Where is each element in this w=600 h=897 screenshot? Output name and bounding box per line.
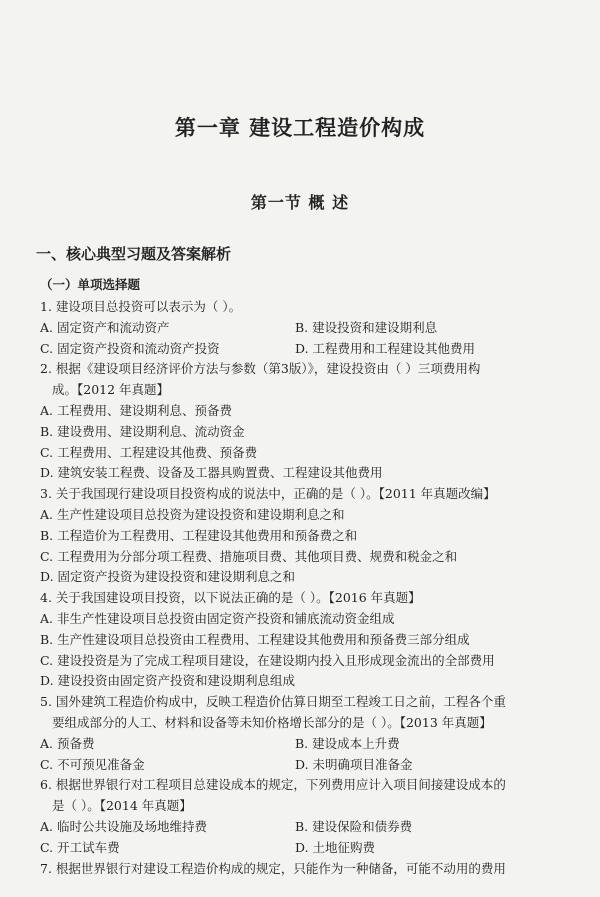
question-1-option-b: B. 建设投资和建设期利息 bbox=[295, 319, 438, 335]
question-7-text: 7. 根据世界银行对建设工程造价构成的规定，只能作为一种储备，可能不动用的费用 bbox=[40, 860, 506, 876]
question-5-option-c: C. 不可预见准备金 bbox=[40, 756, 145, 772]
question-2-option-a: A. 工程费用、建设期利息、预备费 bbox=[40, 402, 232, 418]
question-6-options-row-1 bbox=[40, 817, 564, 838]
question-6-option-b: B. 建设保险和债券费 bbox=[295, 818, 413, 834]
question-5-text: 5. 国外建筑工程造价构成中，反映工程造价估算日期至工程竣工日之前，工程各个重 bbox=[40, 694, 506, 710]
question-2-option-c: C. 工程费用、工程建设其他费、预备费 bbox=[40, 444, 258, 460]
question-2-text: 2. 根据《建设项目经济评价方法与参数（第3版）》，建设投资由（ ）三项费用构 bbox=[40, 361, 481, 377]
question-4-option-a: A. 非生产性建设项目总投资由固定资产投资和铺底流动资金组成 bbox=[40, 610, 395, 626]
question-6-option-d: D. 土地征购费 bbox=[295, 839, 376, 855]
question-6-text-continued: 是（ ）。【2014 年真题】 bbox=[52, 798, 192, 814]
question-1-option-c: C. 固定资产投资和流动资产投资 bbox=[40, 340, 220, 356]
question-5-option-d: D. 未明确项目准备金 bbox=[295, 756, 413, 772]
question-3-option-a: A. 生产性建设项目总投资为建设投资和建设期利息之和 bbox=[40, 506, 345, 522]
question-1-options-row-2 bbox=[40, 339, 564, 360]
question-3-option-c: C. 工程费用为分部分项工程费、措施项目费、其他项目费、规费和税金之和 bbox=[40, 548, 458, 564]
question-1-text: 1. 建设项目总投资可以表示为（ ）。 bbox=[40, 299, 242, 314]
question-1-option-d: D. 工程费用和工程建设其他费用 bbox=[295, 340, 476, 356]
question-4-option-b: B. 生产性建设项目总投资由工程费用、工程建设其他费用和预备费三部分组成 bbox=[40, 631, 470, 647]
section-title: 第一节 概 述 bbox=[250, 193, 350, 212]
question-5-options-row-1 bbox=[40, 734, 564, 755]
question-6-options-row-2 bbox=[40, 838, 564, 859]
question-5-text-continued: 要组成部分的人工、材料和设备等未知价格增长部分的是（ ）。【2013 年真题】 bbox=[52, 714, 492, 730]
question-2-option-d: D. 建筑安装工程费、设备及工器具购置费、工程建设其他费用 bbox=[40, 465, 383, 481]
question-5-option-a: A. 预备费 bbox=[40, 735, 95, 751]
sub-heading: （一）单项选择题 bbox=[40, 277, 141, 292]
question-6-option-a: A. 临时公共设施及场地维持费 bbox=[40, 818, 207, 834]
question-2-text-continued: 成。【2012 年真题】 bbox=[52, 382, 170, 398]
question-6-text: 6. 根据世界银行对工程项目总建设成本的规定，下列费用应计入项目间接建设成本的 bbox=[40, 777, 506, 793]
question-3-text: 3. 关于我国现行建设项目投资构成的说法中，正确的是（ ）。【2011 年真题改编】 bbox=[40, 486, 496, 502]
question-4-option-c: C. 建设投资是为了完成工程项目建设，在建设期内投入且形成现金流出的全部费用 bbox=[40, 652, 495, 668]
question-5-option-b: B. 建设成本上升费 bbox=[295, 735, 400, 751]
question-3-option-b: B. 工程造价为工程费用、工程建设其他费用和预备费之和 bbox=[40, 527, 358, 543]
chapter-title: 第一章 建设工程造价构成 bbox=[174, 115, 426, 140]
question-4-option-d: D. 建设投资由固定资产投资和建设期利息组成 bbox=[40, 673, 296, 689]
question-list bbox=[40, 297, 564, 879]
question-1-options-row-1 bbox=[40, 318, 564, 339]
question-5-options-row-2 bbox=[40, 755, 564, 776]
question-1-option-a: A. 固定资产和流动资产 bbox=[40, 319, 170, 335]
question-6-option-c: C. 开工试车费 bbox=[40, 839, 120, 855]
part-heading: 一、核心典型习题及答案解析 bbox=[36, 245, 232, 263]
question-2-option-b: B. 建设费用、建设期利息、流动资金 bbox=[40, 423, 245, 439]
question-4-text: 4. 关于我国建设项目投资，以下说法正确的是（ ）。【2016 年真题】 bbox=[40, 590, 421, 606]
question-3-option-d: D. 固定资产投资为建设投资和建设期利息之和 bbox=[40, 569, 296, 585]
